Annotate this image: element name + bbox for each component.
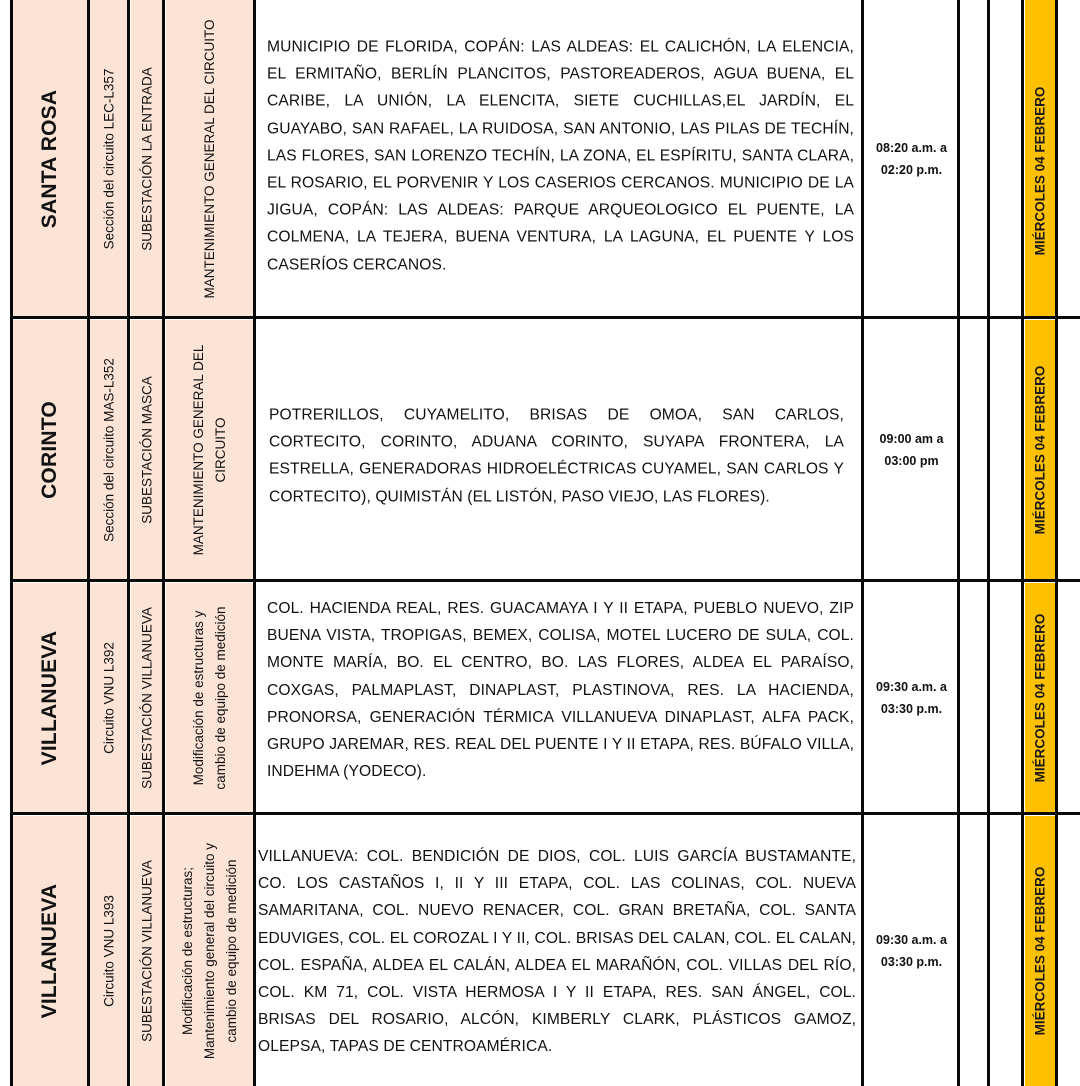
empty-cell <box>961 816 988 1086</box>
substation-cell <box>131 0 163 317</box>
work-cell <box>166 320 254 580</box>
date-cell <box>1025 583 1055 813</box>
affected-areas-text: COL. HACIENDA REAL, RES. GUACAMAYA I Y II ETAPA, PUEBLO NUEVO, ZIP BUENA VISTA, TROPIGAS, BEMEX, COLISA, MOTEL LUCERO DE SULA, COL. MONTE MARÍA, BO. EL CENTRO, BO. LAS FLORES, ALDEA EL PARAÍSO, COXGAS, PALMAPLAST, DINAPLAST, PLASTINOVA, RES. LA HACIENDA, PRONORSA, GENERACIÓN TÉRMICA VILLANUEVA DINAPLAST, ALFA PACK, GRUPO JAREMAR, RES. REAL DEL PUENTE I Y II ETAPA, RES. BÚFALO VILLA, INDEHMA (YODECO). <box>267 599 854 781</box>
empty-cell <box>991 0 1022 317</box>
empty-cell <box>991 320 1022 580</box>
grid-line <box>1021 0 1024 1086</box>
work-cell <box>166 583 254 813</box>
circuit-cell <box>90 816 128 1086</box>
date-label: MIÉRCOLES 04 FEBRERO <box>1032 86 1048 256</box>
grid-line <box>987 0 990 1086</box>
sector-name: VILLANUEVA <box>38 630 61 766</box>
time-range: 09:30 a.m. a 03:30 p.m. <box>876 680 947 716</box>
time-cell <box>865 583 958 813</box>
circuit-cell <box>90 320 128 580</box>
circuit-name: Circuito VNU L392 <box>101 642 117 754</box>
circuit-cell <box>90 0 128 317</box>
affected-areas-cell <box>257 0 862 317</box>
affected-areas-cell <box>257 320 862 580</box>
substation-name: SUBESTACIÓN MASCA <box>139 376 155 524</box>
empty-cell <box>991 583 1022 813</box>
grid-line <box>87 0 90 1086</box>
empty-cell <box>991 816 1022 1086</box>
date-cell <box>1025 0 1055 317</box>
empty-cell <box>961 0 988 317</box>
substation-name: SUBESTACIÓN LA ENTRADA <box>139 66 155 251</box>
substation-name: SUBESTACIÓN VILLANUEVA <box>139 607 155 789</box>
time-range: 09:00 am a 03:00 pm <box>879 432 944 468</box>
sector-cell <box>13 816 87 1086</box>
sector-cell <box>13 583 87 813</box>
affected-areas-text: POTRERILLOS, CUYAMELITO, BRISAS DE OMOA, SAN CARLOS, CORTECITO, CORINTO, ADUANA CORINTO, SUYAPA FRONTERA, LA ESTRELLA, GENERADORAS HIDROELÉCTRICAS CUYAMEL, SAN CARLOS Y CORTECITO), QUIMISTÁN (EL LISTÓN, PASO VIEJO, LAS FLORES). <box>269 406 844 506</box>
time-range: 09:30 a.m. a 03:30 p.m. <box>876 933 947 969</box>
sector-name: VILLANUEVA <box>38 883 61 1019</box>
sector-name: SANTA ROSA <box>38 89 61 228</box>
time-range: 08:20 a.m. a 02:20 p.m. <box>876 140 947 177</box>
grid-line <box>10 0 13 1086</box>
date-label: MIÉRCOLES 04 FEBRERO <box>1032 613 1048 783</box>
empty-cell <box>961 583 988 813</box>
date-cell <box>1025 320 1055 580</box>
work-cell <box>166 0 254 317</box>
grid-line <box>861 0 864 1086</box>
affected-areas-text: MUNICIPIO DE FLORIDA, COPÁN: LAS ALDEAS: EL CALICHÓN, LA ELENCIA, EL ERMITAÑO, BERLÍN PLANCITOS, PASTOREADEROS, AGUA BUENA, EL CARIBE, LA UNIÓN, LA ELENCITA, SIETE CUCHILLAS,EL JARDÍN, EL GUAYABO, SAN RAFAEL, LA RUIDOSA, SAN ANTONIO, LAS PILAS DE TECHÍN, LAS FLORES, SAN LORENZO TECHÍN, LA ZONA, EL ESPÍRITU, SANTA CLARA, EL ROSARIO, EL PORVENIR Y LOS CASERIOS CERCANOS. MUNICIPIO DE LA JIGUA, COPÁN: LAS ALDEAS: PARQUE ARQUEOLOGICO EL PUENTE, LA COLMENA, LA TEJERA, BUENA VENTURA, LA LAGUNA, EL PUENTE Y LOS CASERÍOS CERCANOS. <box>267 38 854 274</box>
grid-line <box>253 0 256 1086</box>
time-cell <box>865 816 958 1086</box>
work-description: MANTENIMIENTO GENERAL DEL CIRCUITO <box>202 18 217 299</box>
grid-line <box>162 0 165 1086</box>
grid-line <box>957 0 960 1086</box>
grid-line <box>10 812 1080 815</box>
substation-cell <box>131 816 163 1086</box>
affected-areas-cell <box>257 583 862 813</box>
empty-cell <box>961 320 988 580</box>
sector-cell <box>13 320 87 580</box>
affected-areas-text: VILLANUEVA: COL. BENDICIÓN DE DIOS, COL. LUIS GARCÍA BUSTAMANTE, CO. LOS CASTAÑOS I, II Y III ETAPA, COL. LAS COLINAS, COL. NUEVA SAMARITANA, COL. NUEVO RENACER, COL. GRAN BRETAÑA, COL. SANTA EDUVIGES, COL. EL COROZAL I Y II, COL. BRISAS DEL CALAN, COL. EL CALAN, COL. ESPAÑA, ALDEA EL CALÁN, ALDEA EL MARAÑÓN, COL. VILLAS DEL RÍO, COL. KM 71, COL. VISTA HERMOSA I Y II ETAPA, RES. SAN ÁNGEL, COL. BRISAS DEL ROSARIO, ALCÓN, KIMBERLY CLARK, PLÁSTICOS GAMOZ, OLEPSA, TAPAS DE CENTROAMÉRICA. <box>258 848 856 1056</box>
circuit-cell <box>90 583 128 813</box>
work-description: Modificación de estructuras y cambio de equipo de medición <box>191 606 228 790</box>
sector-cell <box>13 0 87 317</box>
time-cell <box>865 320 958 580</box>
date-label: MIÉRCOLES 04 FEBRERO <box>1032 365 1048 535</box>
date-cell <box>1025 816 1055 1086</box>
substation-name: SUBESTACIÓN VILLANUEVA <box>139 860 155 1042</box>
grid-line <box>1055 0 1058 1086</box>
substation-cell <box>131 320 163 580</box>
sector-name: CORINTO <box>38 401 61 499</box>
grid-line <box>10 316 1080 319</box>
work-description: Modificación de estructuras; Mantenimiento general del circuito y cambio de equipo de medición <box>180 842 239 1060</box>
date-label: MIÉRCOLES 04 FEBRERO <box>1032 866 1048 1036</box>
grid-line <box>10 579 1080 582</box>
substation-cell <box>131 583 163 813</box>
circuit-name: Circuito VNU L393 <box>101 895 117 1007</box>
work-cell <box>166 816 254 1086</box>
circuit-name: Sección del circuito MAS-L352 <box>101 358 117 542</box>
circuit-name: Sección del circuito LEC-L357 <box>101 68 117 249</box>
grid-line <box>127 0 130 1086</box>
affected-areas-cell <box>257 816 862 1086</box>
time-cell <box>865 0 958 317</box>
work-description: MANTENIMIENTO GENERAL DEL CIRCUITO <box>191 344 228 556</box>
